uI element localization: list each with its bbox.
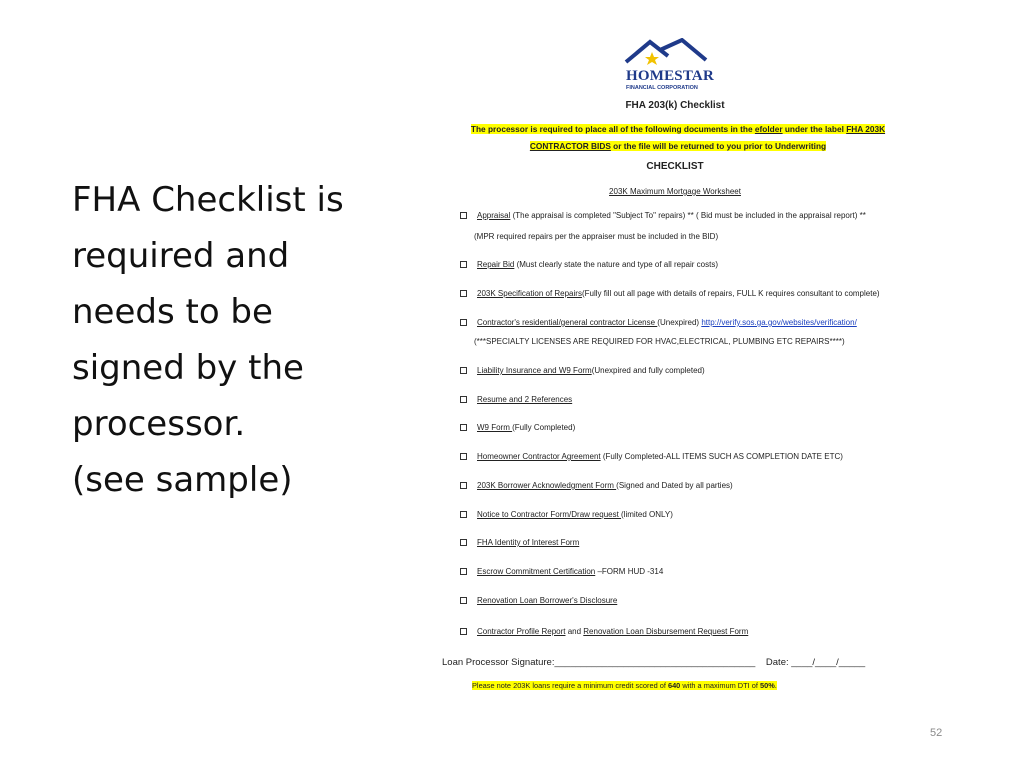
slide-text-line: (see sample): [72, 460, 293, 500]
item-link: Contractor's residential/general contractor License: [477, 318, 658, 327]
checklist-item: [460, 289, 880, 298]
instruction-part2: under the label: [782, 124, 847, 134]
logo-name: HOMESTAR: [626, 68, 714, 84]
checklist-heading: CHECKLIST: [646, 161, 704, 172]
instruction-banner: [458, 121, 898, 155]
checklist-item: [460, 510, 673, 519]
date-field: Date: ____/____/_____: [765, 657, 866, 668]
checklist-item: [460, 260, 718, 269]
checkbox-icon: [460, 212, 467, 219]
worksheet-label: 203K Maximum Mortgage Worksheet: [609, 187, 741, 196]
item-link-secondary: Renovation Loan Disbursement Request Form: [583, 627, 749, 636]
item-link: 203K Specification of Repairs: [477, 289, 582, 298]
label-contractor-bids: CONTRACTOR BIDS: [529, 141, 611, 151]
note-part3: .: [774, 681, 777, 690]
item-link: Homeowner Contractor Agreement: [477, 452, 601, 461]
verification-url: http://verify.sos.ga.gov/websites/verification/: [701, 318, 857, 327]
slide-text-line: FHA Checklist is: [72, 180, 344, 220]
checkbox-icon: [460, 568, 467, 575]
logo-subtitle: FINANCIAL CORPORATION: [626, 85, 698, 91]
item-link: Escrow Commitment Certification: [477, 567, 596, 576]
credit-score-note: [472, 681, 777, 690]
checkbox-icon: [460, 628, 467, 635]
item-link: FHA Identity of Interest Form: [477, 538, 580, 547]
item-link: Renovation Loan Borrower's Disclosure: [477, 596, 618, 605]
item-text: (Unexpired and fully completed): [591, 366, 705, 375]
slide-text-line: required and: [72, 236, 290, 276]
slide-text-line: processor.: [72, 404, 246, 444]
slide-text-line: needs to be: [72, 292, 273, 332]
efolder-text: efolder: [754, 124, 783, 134]
checklist-item: [460, 538, 579, 547]
item-text: (Fully Completed-ALL ITEMS SUCH AS COMPLETION DATE ETC): [600, 452, 843, 461]
note-score: 640: [667, 681, 681, 690]
item-link: Notice to Contractor Form/Draw request: [477, 510, 622, 519]
item-text: and: [565, 627, 584, 636]
note-part1: Please note 203K loans require a minimum credit scored of: [472, 681, 668, 690]
checkbox-icon: [460, 319, 467, 326]
checkbox-icon: [460, 261, 467, 268]
checkbox-icon: [460, 511, 467, 518]
item-link: Resume and 2 References: [477, 395, 573, 404]
checkbox-icon: [460, 453, 467, 460]
item-text: (The appraisal is completed "Subject To" repairs) ** ( Bid must be included in the appraisal report) **: [510, 211, 866, 220]
slide-body-text: [72, 172, 402, 508]
item-text: (Unexpired): [657, 318, 702, 327]
item-text: (Must clearly state the nature and type of all repair costs): [514, 260, 719, 269]
page-number: 52: [930, 727, 943, 739]
checklist-item: [460, 567, 663, 576]
note-part2: with a maximum DTI of: [680, 681, 760, 690]
item-text: (Fully Completed): [512, 423, 576, 432]
homestar-logo: [620, 38, 740, 96]
license-subnote: (***SPECIALTY LICENSES ARE REQUIRED FOR HVAC,ELECTRICAL, PLUMBING ETC REPAIRS****): [474, 337, 845, 346]
document-title: FHA 203(k) Checklist: [625, 100, 725, 111]
item-link: 203K Borrower Acknowledgment Form: [477, 481, 617, 490]
checkbox-icon: [460, 424, 467, 431]
checkbox-icon: [460, 290, 467, 297]
item-text: (Signed and Dated by all parties): [616, 481, 733, 490]
checklist-item: [460, 211, 866, 220]
checklist-item: [460, 366, 705, 375]
appraisal-subnote: (MPR required repairs per the appraiser must be included in the BID): [474, 232, 719, 241]
checklist-document-image: [440, 38, 920, 698]
note-dti: 50%: [759, 681, 775, 690]
checkbox-icon: [460, 396, 467, 403]
instruction-part3: or the file will be returned to you prior to Underwriting: [610, 141, 827, 151]
item-link: W9 Form: [477, 423, 513, 432]
item-text: (limited ONLY): [621, 510, 673, 519]
item-link: Appraisal: [477, 211, 511, 220]
checkbox-icon: [460, 367, 467, 374]
checklist-item: [460, 596, 617, 605]
item-link: Contractor Profile Report: [477, 627, 566, 636]
slide-text-line: signed by the: [72, 348, 304, 388]
instruction-part1: The processor is required to place all of the following documents in the: [470, 124, 755, 134]
checklist-item: [460, 627, 748, 636]
checkbox-icon: [460, 539, 467, 546]
item-link: Liability Insurance and W9 Form: [477, 366, 592, 375]
checkbox-icon: [460, 597, 467, 604]
item-text: (Fully fill out all page with details of repairs, FULL K requires consultant to complete): [581, 289, 880, 298]
checklist-item: [460, 481, 733, 490]
label-fha-203k: FHA 203K: [846, 124, 886, 134]
house-star-icon: [624, 38, 708, 68]
item-text: –FORM HUD -314: [595, 567, 664, 576]
item-link: Repair Bid: [477, 260, 515, 269]
signature-line: ______________________________________: [554, 657, 756, 668]
checkbox-icon: [460, 482, 467, 489]
signature-row: [442, 657, 865, 668]
signature-label: Loan Processor Signature:: [442, 657, 555, 668]
checklist-item: [460, 395, 572, 404]
checklist-item: [460, 452, 843, 461]
checklist-item: [460, 318, 857, 327]
checklist-item: [460, 423, 575, 432]
